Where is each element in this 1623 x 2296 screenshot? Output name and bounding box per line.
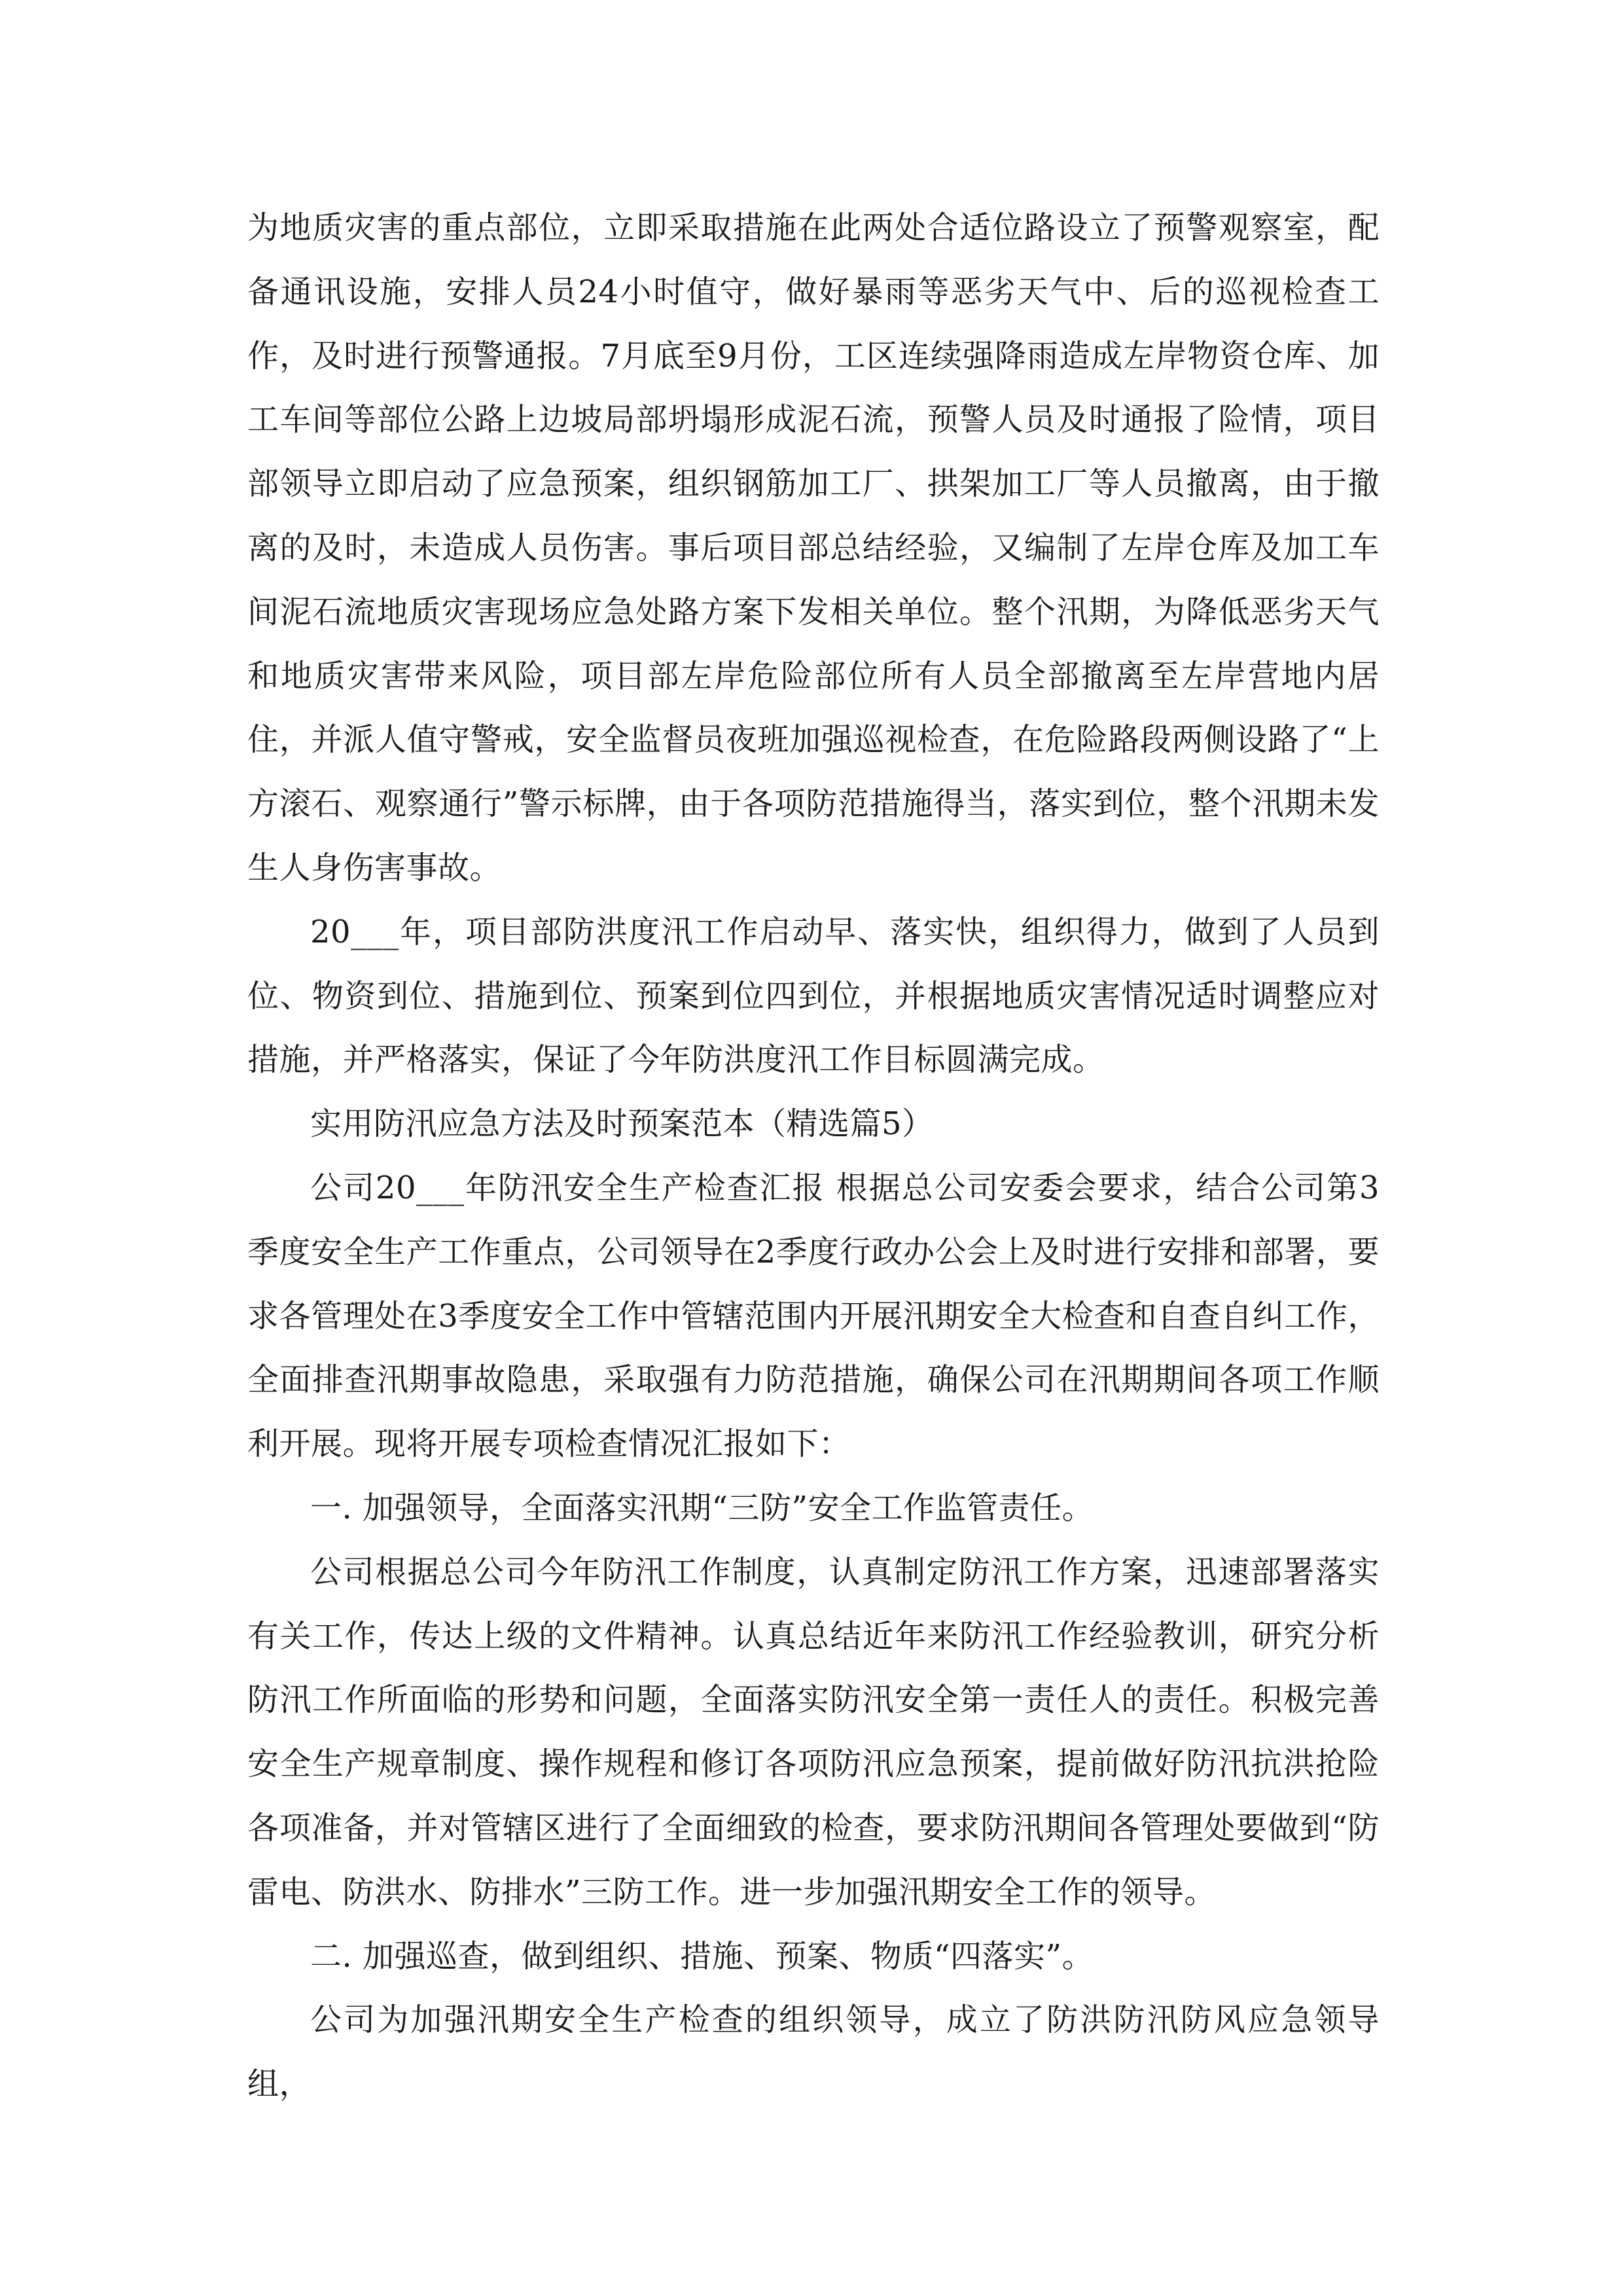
document-body: [247, 196, 1380, 2117]
paragraph-leadership-details: 公司根据总公司今年防汛工作制度，认真制定防汛工作方案，迅速部署落实有关工作，传达上级的文件精神。认真总结近年来防汛工作经验教训，研究分析防汛工作所面临的形势和问题，全面落实防汛安全第一责任人的责任。积极完善安全生产规章制度、操作规程和修订各项防汛应急预案，提前做好防汛抗洪抢险各项准备，并对管辖区进行了全面细致的检查，要求防汛期间各管理处要做到“防雷电、防洪水、防排水”三防工作。进一步加强汛期安全工作的领导。: [247, 1553, 1380, 1910]
paragraph-patrol-details: 公司为加强汛期安全生产检查的组织领导，成立了防洪防汛防风应急领导组，: [247, 2001, 1380, 2103]
paragraph-flood-season-summary: 20___年，项目部防洪度汛工作启动早、落实快，组织得力，做到了人员到位、物资到位、措施到位、预案到位四到位，并根据地质灾害情况适时调整应对措施，并严格落实，保证了今年防洪度汛工作目标圆满完成。: [247, 913, 1380, 1079]
section-heading-sample-5: 实用防汛应急方法及时预案范本（精选篇5）: [310, 1105, 934, 1143]
paragraph-inspection-report: 公司20___年防汛安全生产检查汇报 根据总公司安委会要求，结合公司第3季度安全生产工作重点，公司领导在2季度行政办公会上及时进行安排和部署，要求各管理处在3季度安全工作中管辖范围内开展汛期安全大检查和自查自纠工作，全面排查汛期事故隐患，采取强有力防范措施，确保公司在汛期期间各项工作顺利开展。现将开展专项检查情况汇报如下：: [247, 1169, 1380, 1463]
subheading-strengthen-leadership: 一. 加强领导，全面落实汛期“三防”安全工作监管责任。: [310, 1489, 1094, 1526]
subheading-strengthen-patrol: 二. 加强巡查，做到组织、措施、预案、物质“四落实”。: [310, 1937, 1094, 1975]
paragraph-continuation: 为地质灾害的重点部位，立即采取措施在此两处合适位路设立了预警观察室，配备通讯设施，安排人员24小时值守，做好暴雨等恶劣天气中、后的巡视检查工作，及时进行预警通报。7月底至9月份，工区连续强降雨造成左岸物资仓库、加工车间等部位公路上边坡局部坍塌形成泥石流，预警人员及时通报了险情，项目部领导立即启动了应急预案，组织钢筋加工厂、拱架加工厂等人员撤离，由于撤离的及时，未造成人员伤害。事后项目部总结经验，又编制了左岸仓库及加工车间泥石流地质灾害现场应急处路方案下发相关单位。整个汛期，为降低恶劣天气和地质灾害带来风险，项目部左岸危险部位所有人员全部撤离至左岸营地内居住，并派人值守警戒，安全监督员夜班加强巡视检查，在危险路段两侧设路了“上方滚石、观察通行”警示标牌，由于各项防范措施得当，落实到位，整个汛期未发生人身伤害事故。: [247, 209, 1380, 886]
